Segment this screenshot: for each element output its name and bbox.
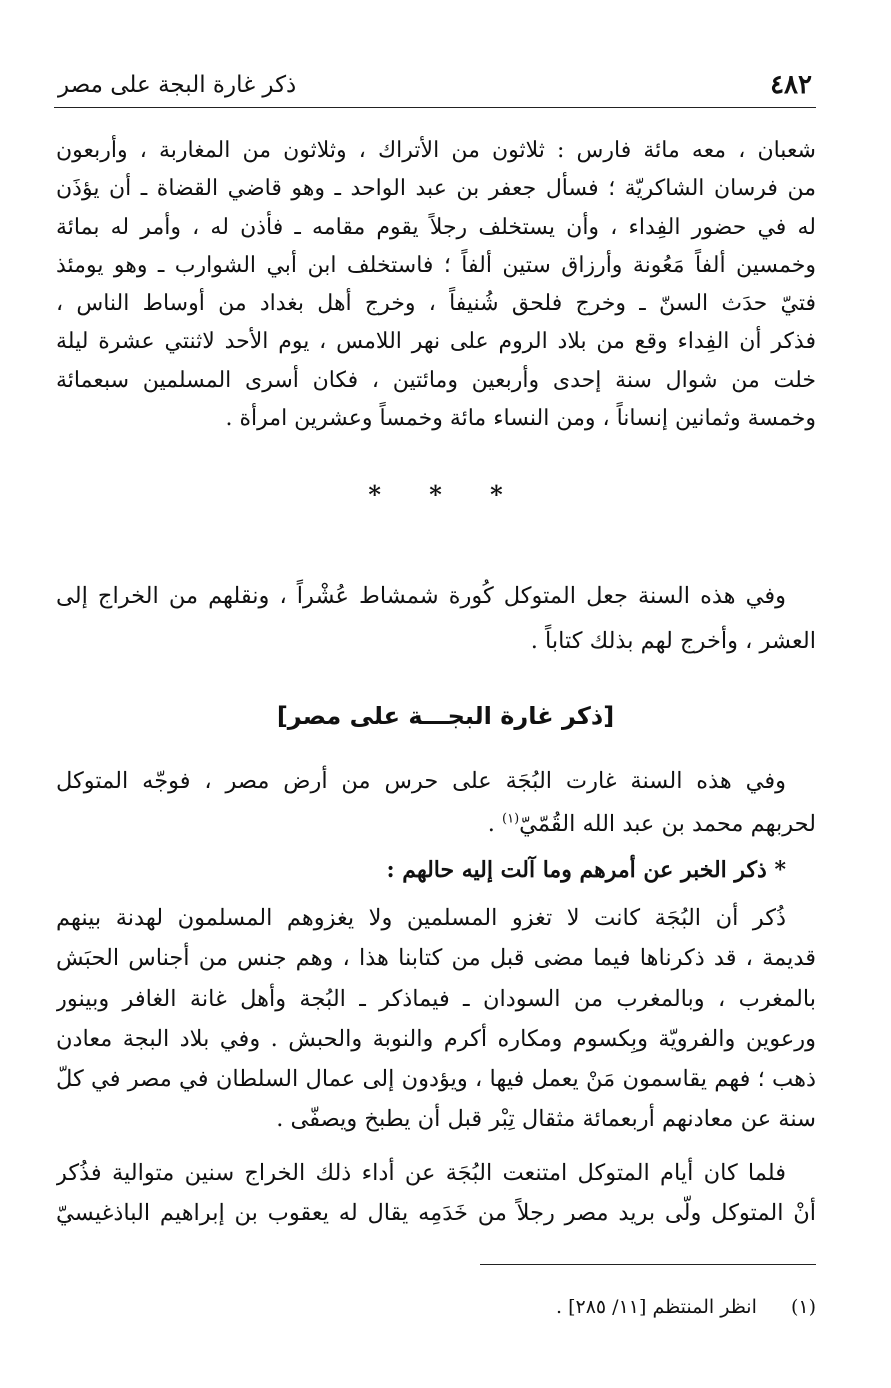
text-line: فلما كان أيام المتوكل امتنعت البُجَة عن أداء ذلك الخراج سنين متوالية فذُكر [56,1160,786,1186]
paragraph-5 [56,1153,816,1233]
running-head [54,68,816,102]
text-line: له في حضور الفِداء ، وأن يستخلف رجلاً يقوم مقامه ـ فأذن له ، وأمر له بمائة [56,214,816,240]
footnote-number: (١) [790,1296,816,1318]
footnote-rule [480,1264,816,1265]
text-segment: . [487,811,503,837]
text-line: شعبان ، معه مائة فارس : ثلاثون من الأتراك ، وثلاثون من المغاربة ، وأربعون [56,138,816,163]
text-segment: لحربهم محمد بن عبد الله القُمّيّ [519,811,816,837]
paragraph-1 [56,132,816,438]
text-line: من فرسان الشاكريّة ؛ فسأل جعفر بن عبد الواحد ـ وهو قاضي القضاة ـ أن يؤذَن [56,176,816,202]
text-line: العشر ، وأخرج لهم بذلك كتاباً . [530,628,816,654]
text-line: وفي هذه السنة غارت البُجَة على حرس من أرض مصر ، فوجّه المتوكل [56,768,786,794]
text-line: سنة عن معادنهم أربعمائة مثقال تِبْر قبل أن يطبخ ويصفّى . [276,1106,816,1133]
section-separator: * * * [368,480,523,509]
paragraph-4 [56,898,816,1140]
text-line: خلت من شوال سنة إحدى وأربعين ومائتين ، فكان أسرى المسلمين سبعمائة [56,367,816,393]
paragraph-2 [56,574,816,664]
text-line: فذكر أن الفِداء وقع من بلاد الروم على نهر اللامس ، يوم الأحد لاثنتي عشرة ليلة [56,329,816,355]
text-line [56,803,816,846]
text-line: قديمة ، قد ذكرناها فيما مضى قبل من كتابنا هذا ، وهم جنس من أجناس الحبَش [56,945,816,972]
footnote-reference[interactable]: (١) [502,811,520,827]
text-line: فتيّ حدَث السنّ ـ وخرج فلحق شُنيفاً ، وخرج أهل بغداد من أوساط الناس ، [56,291,816,317]
text-line: ورعوين والفرويّة وبِكسوم ومكاره أكرم والنوبة والحبش . وفي بلاد البجة معادن [56,1025,816,1052]
text-line: وخمسة وثمانين إنساناً ، ومن النساء مائة وخمساً وعشرين امرأة . [225,406,816,432]
footnote-text: انظر المنتظم [١١/ ٢٨٥] . [556,1296,757,1318]
text-line: وخمسين ألفاً مَعُونة وأرزاق ستين ألفاً ؛ فاستخلف ابن أبي الشوارب ـ وهو يومئذ [56,252,816,278]
page-number: ٤٨٢ [770,70,812,100]
running-title: ذكر غارة البجة على مصر [58,72,297,98]
footnote [416,1292,816,1322]
paragraph-3 [56,760,816,846]
header-rule [54,107,816,108]
text-line: ذهب ؛ فهم يقاسمون مَنْ يعمل فيها ، ويؤدون إلى عمال السلطان في مصر في كلّ [56,1066,816,1093]
text-line: أنْ المتوكل ولّى بريد مصر رجلاً من خَدَمِه يقال له يعقوب بن إبراهيم الباذغيسيّ [56,1200,816,1226]
text-line: وفي هذه السنة جعل المتوكل كُورة شمشاط عُشْراً ، ونقلهم من الخراج إلى [56,583,786,609]
subheading: * ذكر الخبر عن أمرهم وما آلت إليه حالهم : [386,857,786,883]
text-line: ذُكر أن البُجَة كانت لا تغزو المسلمين ولا يغزوهم المسلمون لهدنة بينهم [56,905,786,931]
text-line: بالمغرب ، وبالمغرب من السودان ـ فيماذكر ـ البُجة وأهل غانة الغافر وبينور [56,985,816,1012]
section-heading: [ذكر غارة البجـــة على مصر] [276,702,615,730]
